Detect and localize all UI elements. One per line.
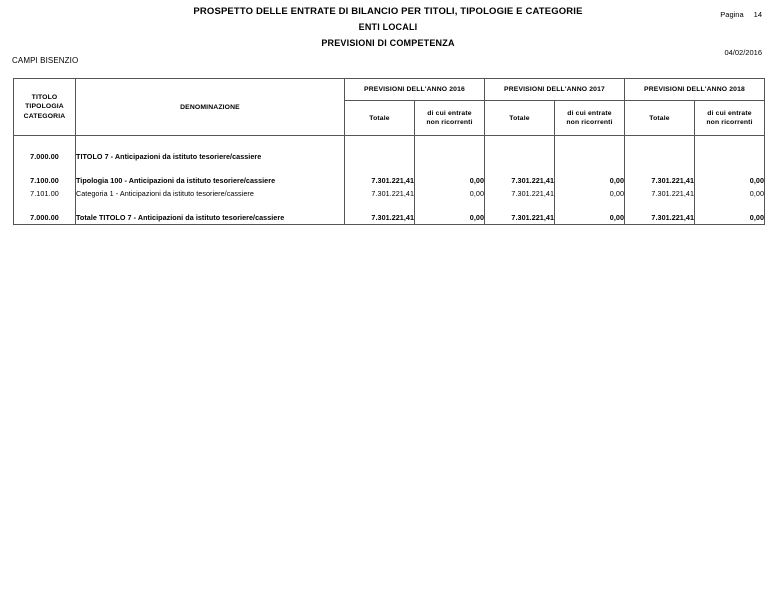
row-code: 7.000.00 [14,150,76,163]
document-date: 04/02/2016 [724,48,762,57]
row-code: 7.101.00 [14,187,76,200]
table-head [14,79,765,136]
row-denominazione: Totale TITOLO 7 - Anticipazioni da istituto tesoriere/cassiere [76,211,345,225]
spacer-cell [555,136,625,151]
column-header-totale-2016: Totale [345,101,415,136]
table-row [14,174,765,187]
row-code: 7.100.00 [14,174,76,187]
row-nonricorrenti-2018: 0,00 [695,174,765,187]
row-totale-2018 [625,150,695,163]
row-nonricorrenti-2018: 0,00 [695,211,765,225]
page-header [0,0,776,72]
row-nonricorrenti-2017 [555,150,625,163]
spacer-cell [485,163,555,174]
row-totale-2017: 7.301.221,41 [485,211,555,225]
spacer-cell [76,163,345,174]
nonricorrenti-2016-line2: non ricorrenti [426,119,473,126]
spacer-cell [14,136,76,151]
page-indicator [642,10,762,19]
spacer-cell [485,136,555,151]
nonricorrenti-2018-line2: non ricorrenti [706,119,753,126]
spacer-row [14,163,765,174]
row-denominazione: Tipologia 100 - Anticipazioni da istituto tesoriere/cassiere [76,174,345,187]
spacer-cell [695,136,765,151]
column-header-totale-2018: Totale [625,101,695,136]
row-denominazione: Categoria 1 - Anticipazioni da istituto tesoriere/cassiere [76,187,345,200]
row-totale-2018: 7.301.221,41 [625,174,695,187]
spacer-cell [415,163,485,174]
spacer-cell [555,163,625,174]
row-totale-2016: 7.301.221,41 [345,211,415,225]
row-totale-2016: 7.301.221,41 [345,187,415,200]
column-group-header-2018: PREVISIONI DELL'ANNO 2018 [625,79,765,101]
table-row [14,187,765,200]
page-meta [642,10,762,57]
page-label: Pagina [720,10,744,19]
row-nonricorrenti-2016: 0,00 [415,174,485,187]
column-group-header-2017: PREVISIONI DELL'ANNO 2017 [485,79,625,101]
nonricorrenti-2018-line1: di cui entrate [707,110,752,117]
header-row-groups [14,79,765,101]
column-header-denominazione: DENOMINAZIONE [76,79,345,136]
spacer-cell [76,200,345,211]
column-group-header-2016: PREVISIONI DELL'ANNO 2016 [345,79,485,101]
row-totale-2017: 7.301.221,41 [485,187,555,200]
nonricorrenti-2016-line1: di cui entrate [427,110,472,117]
column-header-nonricorrenti-2016 [415,101,485,136]
column-header-nonricorrenti-2017 [555,101,625,136]
document-subtitle-secondary: PREVISIONI DI COMPETENZA [321,38,455,48]
nonricorrenti-2017-line2: non ricorrenti [566,119,613,126]
row-nonricorrenti-2017: 0,00 [555,187,625,200]
spacer-cell [345,163,415,174]
spacer-cell [625,200,695,211]
row-nonricorrenti-2016: 0,00 [415,187,485,200]
row-totale-2016 [345,150,415,163]
column-header-nonricorrenti-2018 [695,101,765,136]
row-totale-2016: 7.301.221,41 [345,174,415,187]
nonricorrenti-2017-line1: di cui entrate [567,110,612,117]
budget-table-container [13,78,762,225]
spacer-cell [555,200,625,211]
document-title: PROSPETTO DELLE ENTRATE DI BILANCIO PER TITOLI, TIPOLOGIE E CATEGORIE [193,6,583,17]
row-totale-2018: 7.301.221,41 [625,187,695,200]
row-nonricorrenti-2018 [695,150,765,163]
table-body [14,136,765,225]
row-totale-2017 [485,150,555,163]
row-nonricorrenti-2016 [415,150,485,163]
column-header-code [14,79,76,136]
spacer-cell [14,163,76,174]
spacer-cell [415,136,485,151]
spacer-cell [345,136,415,151]
spacer-cell [695,200,765,211]
document-subtitle: ENTI LOCALI [358,22,418,32]
column-header-totale-2017: Totale [485,101,555,136]
spacer-cell [695,163,765,174]
spacer-cell [76,136,345,151]
table-row [14,150,765,163]
column-header-code-line1: TITOLO [31,93,58,101]
row-nonricorrenti-2017: 0,00 [555,211,625,225]
budget-table [13,78,765,225]
spacer-cell [625,163,695,174]
row-totale-2017: 7.301.221,41 [485,174,555,187]
spacer-cell [415,200,485,211]
column-header-code-line3: CATEGORIA [23,112,66,120]
entity-name: CAMPI BISENZIO [12,56,79,65]
page-number: 14 [753,10,762,19]
table-row-total [14,211,765,225]
row-denominazione: TITOLO 7 - Anticipazioni da istituto tesoriere/cassiere [76,150,345,163]
row-totale-2018: 7.301.221,41 [625,211,695,225]
spacer-cell [485,200,555,211]
spacer-cell [14,200,76,211]
spacer-row [14,136,765,151]
row-nonricorrenti-2017: 0,00 [555,174,625,187]
row-nonricorrenti-2018: 0,00 [695,187,765,200]
column-header-code-line2: TIPOLOGIA [25,103,64,111]
spacer-row [14,200,765,211]
spacer-cell [345,200,415,211]
spacer-cell [625,136,695,151]
row-nonricorrenti-2016: 0,00 [415,211,485,225]
row-code: 7.000.00 [14,211,76,225]
